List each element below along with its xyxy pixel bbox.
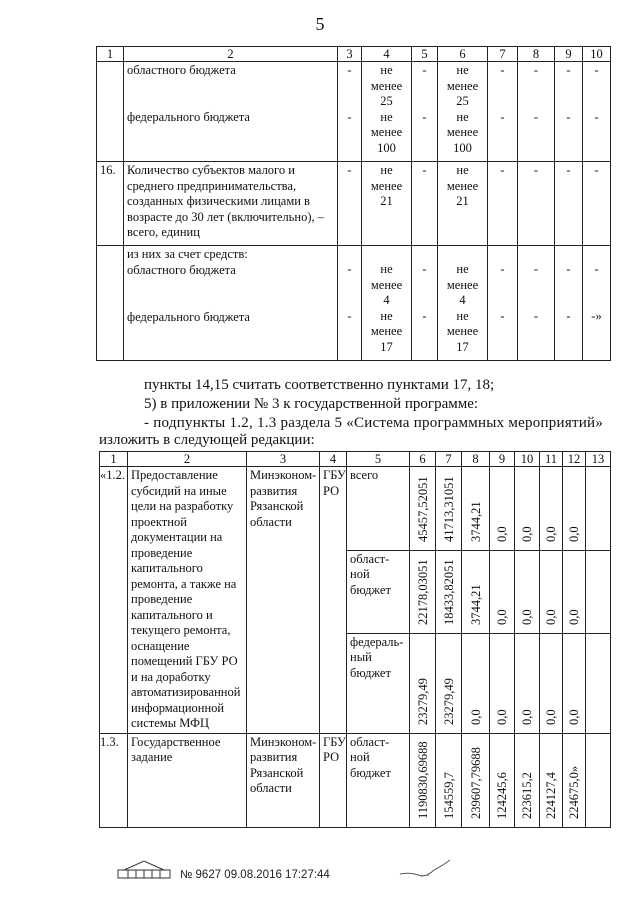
row-label: из них за счет средств:	[127, 247, 248, 261]
table-row: област-ной бюджет 22178,03051 18433,82051 3744,21 0,0 0,0 0,0 0,0	[100, 550, 611, 633]
indicators-table	[96, 46, 611, 361]
paragraph-line: 5) в приложении № 3 к государственной программе:	[144, 396, 479, 412]
funding-source: област-ной бюджет	[347, 550, 410, 633]
row-label: Количество субъектов малого и среднего предпринимательства, созданных физическими лицами в возрасте до 30 лет (включительно), – всего, единиц	[124, 162, 338, 246]
document-registration-id: № 9627 09.08.2016 17:27:44	[180, 869, 330, 881]
building-stamp-icon	[116, 858, 172, 880]
funding-source: всего	[347, 467, 410, 551]
table-row: 16. Количество субъектов малого и среднего предпринимательства, созданных физическими лицами в возрасте до 30 лет (включительно), – всего, единиц - не менее 21 - не менее 21 - - - -	[97, 162, 611, 246]
row-number: 1.3.	[100, 733, 128, 827]
row-label: федерального бюджета	[127, 309, 250, 324]
responsible-executor: Минэконом-развития Рязанской области	[247, 467, 320, 734]
table-header-row: 1 2 3 4 5 6 7 8 9 10	[97, 47, 611, 62]
row-label: федерального бюджета	[127, 110, 250, 124]
program-measures-table	[99, 451, 611, 828]
paragraph-line: изложить в следующей редакции:	[99, 432, 315, 448]
row-label: областного бюджета	[127, 63, 236, 77]
measure-description: Государственное задание	[128, 733, 247, 827]
row-number: «1.2.	[100, 467, 128, 734]
measure-description: Предоставление субсидий на иные цели на разработку проектной документации на проведение капитального ремонта, а также на проведение капитального и текущего ремонта, оснащение помещений ГБУ РО и на доработку автоматизированной информационной системы МФЦ	[128, 467, 247, 734]
row-label: областного бюджета	[127, 262, 236, 277]
participant: ГБУ РО	[320, 733, 347, 827]
signature-mark	[398, 856, 458, 880]
paragraph-line: пункты 14,15 считать соответственно пунктами 17, 18;	[144, 377, 495, 393]
table-row: 1.3. Государственное задание Минэконом-развития Рязанской области ГБУ РО област-ной бюджет 1190830,69688 154559,7 239607,79688 124245,6 223615,2 224127,4 224675,0»	[100, 733, 611, 827]
participant: ГБУ РО	[320, 467, 347, 734]
row-number: 16.	[97, 162, 124, 246]
page-number: 5	[315, 14, 325, 34]
table-row: федераль-ный бюджет 23279,49 23279,49 0,0 0,0 0,0 0,0 0,0	[100, 633, 611, 733]
table-header-row: 1 2 3 4 5 6 7 8 9 10 11 12 13	[100, 452, 611, 467]
table-row: «1.2. Предоставление субсидий на иные цели на разработку проектной документации на проведение капитального ремонта, а также на проведение капитального и текущего ремонта, оснащение помещений ГБУ РО и на доработку автоматизированной информационной системы МФЦ Минэконом-развития Рязанской области ГБУ РО всего 45457,52051 41713,31051 3744,21 0,0 0,0 0,0 0,0	[100, 467, 611, 551]
funding-source: област-ной бюджет	[347, 733, 410, 827]
table-row: из них за счет средств: областного бюджета федерального бюджета - - не менее 4 не менее 17 - - не менее 4 не менее 17 - - - - - - - -»	[97, 246, 611, 361]
table-row: областного бюджета федерального бюджета - - не менее 25 не менее 100 - - не менее 25 не менее 100 - - - - - - - -	[97, 62, 611, 162]
paragraph-line: - подпункты 1.2, 1.3 раздела 5 «Система программных мероприятий»	[144, 415, 604, 431]
responsible-executor: Минэконом-развития Рязанской области	[247, 733, 320, 827]
funding-source: федераль-ный бюджет	[347, 633, 410, 733]
